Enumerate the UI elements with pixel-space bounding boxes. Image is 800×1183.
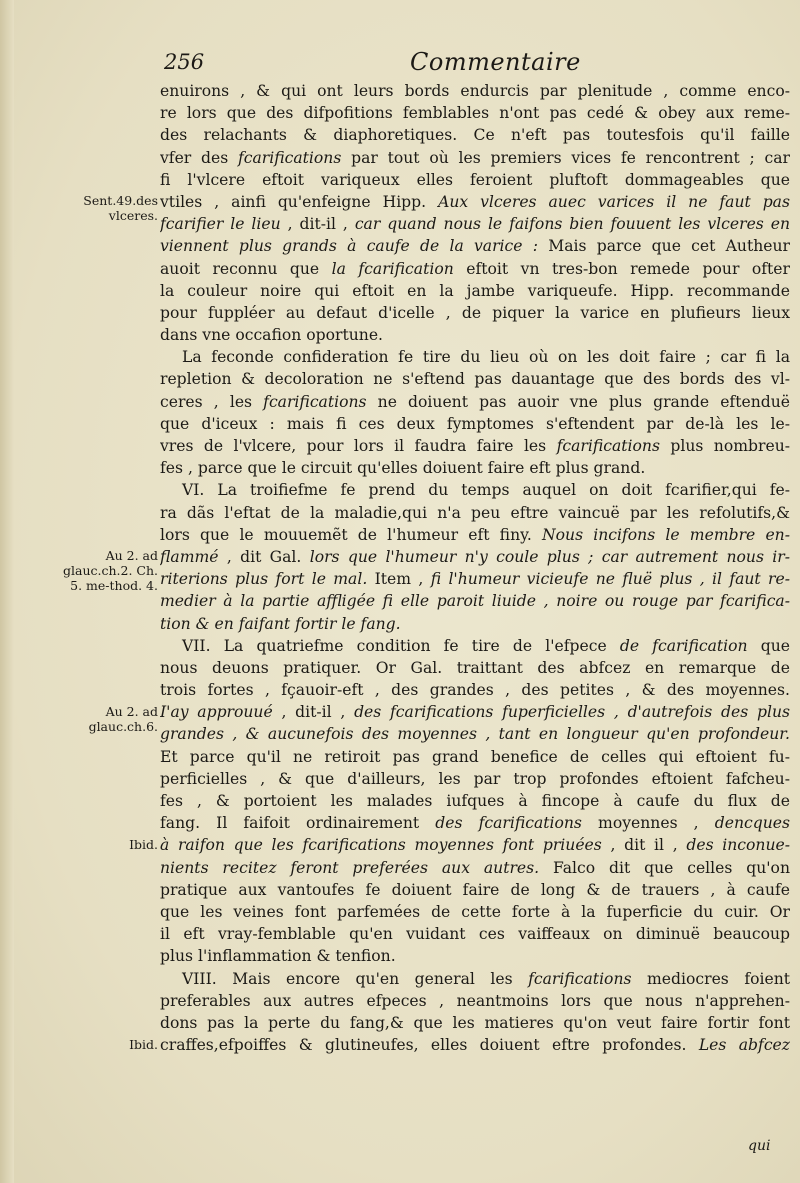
text-segment: fes , parce que le circuit qu'elles doiuent faire eft plus grand.: [160, 459, 646, 478]
text-segment: vres de l'vlcere, pour lors il faudra faire les: [160, 437, 557, 455]
italic-text: fcarifier le lieu: [160, 215, 281, 234]
text-segment: craffes,efpoiffes & glutineufes, elles doiuent eftre profondes.: [160, 1036, 699, 1055]
text-line: [160, 413, 790, 435]
text-line: [160, 368, 790, 390]
text-segment: ra dãs l'eftat de la maladie,qui n'a peu eftre vaincuë par les refolutifs,&: [160, 503, 790, 522]
text-line: [160, 213, 790, 235]
text-line: [160, 1012, 790, 1034]
italic-text: fi l'humeur vicieufe ne fluë plus , il faut re-: [430, 570, 790, 589]
text-line: [160, 235, 790, 257]
text-line: [160, 945, 790, 967]
text-segment: preferables aux autres efpeces , neantmoins lors que nous n'apprehen-: [160, 991, 790, 1010]
text-line: [160, 635, 790, 657]
text-line: [160, 280, 790, 302]
text-segment: que: [747, 636, 790, 655]
text-segment: fi l'vlcere eftoit variqueux elles feroient pluftoft dommageables que: [160, 170, 790, 189]
text-segment: pratique aux vantoufes fe doiuent faire de long & de trauers , à caufe: [160, 880, 790, 899]
text-segment: pour fuppléer au defaut d'icelle , de piquer la varice en plufieurs lieux: [160, 303, 790, 322]
text-line: [160, 80, 790, 102]
italic-text: nients recitez feront preferées aux autres.: [160, 858, 540, 877]
italic-text: Aux vlceres auec varices il ne faut pas: [438, 192, 790, 211]
text-line: [160, 701, 790, 723]
text-line: [160, 990, 790, 1012]
text-segment: vfer des: [160, 148, 238, 167]
italic-text: I'ay approuué: [160, 703, 273, 722]
text-line: [160, 147, 790, 169]
italic-text: à raifon que les fcarifications moyennes font priuées: [160, 836, 602, 855]
margin-note: Sent.49.des vlceres.: [83, 193, 158, 223]
italic-text: des fcarifications fuperficielles , d'autrefois des plus: [354, 703, 790, 722]
text-segment: que les veines font parfemées de cette forte à la fuperficie du cuir. Or: [160, 902, 790, 921]
page-number: 256: [164, 50, 205, 74]
text-line: [160, 901, 790, 923]
italic-text: viennent plus grands à caufe de la varice :: [160, 237, 538, 256]
text-line: [160, 590, 790, 612]
text-segment: , dit-il ,: [280, 215, 355, 234]
margin-note: Au 2. ad glauc.ch.6.: [88, 703, 158, 734]
italic-text: de fcarification: [619, 636, 748, 655]
italic-text: lors que l'humeur n'y coule plus ; car autrement nous ir-: [309, 547, 790, 566]
text-line: [160, 479, 790, 501]
text-line: [160, 324, 790, 346]
text-segment: , dit-il ,: [272, 703, 355, 722]
text-segment: plus l'inflammation & tenfion.: [160, 947, 396, 966]
margin-note: Au 2. ad glauc.ch.2. Ch. 5. me-thod. 4.: [63, 548, 158, 594]
text-segment: trois fortes , fçauoir-eft , des grandes , des petites , & des moyennes.: [160, 681, 790, 700]
text-segment: par tout où les premiers vices fe rencontrent ; car: [341, 148, 790, 167]
text-line: [160, 746, 790, 768]
text-segment: que d'iceux : mais fi ces deux fymptomes s'eftendent par de-là les le-: [160, 414, 790, 433]
text-segment: dans vne occafion oportune.: [160, 326, 384, 345]
text-segment: VI. La troifiefme fe prend du temps auquel on doit fcarifier,qui fe-: [182, 481, 790, 500]
text-line: [160, 546, 790, 568]
text-segment: auoit reconnu que: [160, 259, 332, 278]
text-line: [160, 502, 790, 524]
italic-text: fcarifications: [237, 148, 342, 167]
text-segment: VII. La quatriefme condition fe tire de l'efpece: [182, 636, 620, 655]
text-segment: des relachants & diaphoretiques. Ce n'eft pas toutesfois qu'il faille: [160, 126, 790, 145]
text-line: [160, 524, 790, 546]
text-line: [160, 391, 790, 413]
text-segment: repletion & decoloration ne s'eftend pas dauantage que des bords des vl-: [160, 370, 790, 389]
text-segment: perficielles , & que d'ailleurs, les par trop profondes eftoient fafcheu-: [160, 769, 790, 788]
text-segment: il eft vray-femblable qu'en vuidant ces vaiffeaux on diminuë beaucoup: [160, 925, 790, 944]
italic-text: fcarifications: [528, 969, 632, 988]
text-segment: lors que le mouuemẽt de l'humeur eft finy.: [160, 525, 543, 544]
text-line: [160, 723, 790, 745]
italic-text: Nous incifons le membre en-: [542, 525, 790, 544]
text-line: [160, 568, 790, 590]
italic-text: tion & en faifant fortir le fang.: [160, 614, 401, 633]
text-segment: Et parce qu'il ne retiroit pas grand benefice de celles qui eftoient fu-: [160, 747, 790, 766]
margin-note: Ibid.: [129, 1036, 158, 1052]
italic-text: medier à la partie affligée fi elle paroit liuide , noire ou rouge par fcarifica-: [160, 592, 790, 611]
italic-text: riterions plus fort le mal.: [160, 570, 368, 589]
text-line: [160, 812, 790, 834]
italic-text: dencques: [714, 814, 790, 833]
italic-text: la fcarification: [331, 259, 454, 278]
text-line: [160, 834, 790, 856]
italic-text: car quand nous le faifons bien fouuent les vlceres en: [354, 215, 790, 234]
text-line: [160, 1034, 790, 1056]
text-line: [160, 657, 790, 679]
text-line: [160, 102, 790, 124]
text-segment: moyennes ,: [581, 814, 715, 833]
text-line: [160, 768, 790, 790]
text-line: [160, 923, 790, 945]
text-segment: plus nombreu-: [659, 437, 790, 455]
text-segment: dons pas la perte du fang,& que les matieres qu'on veut faire fortir font: [160, 1013, 790, 1032]
text-line: [160, 302, 790, 324]
text-line: [160, 790, 790, 812]
italic-text: flammé: [160, 547, 219, 566]
text-segment: nous deuons pratiquer. Or Gal. traittant des abfcez en remarque de: [160, 658, 790, 677]
text-line: [160, 346, 790, 368]
text-segment: , dit Gal.: [218, 547, 310, 566]
text-line: [160, 857, 790, 879]
text-line: [160, 191, 790, 213]
text-segment: vtiles , ainfi qu'enfeigne Hipp.: [160, 192, 439, 211]
text-line: [160, 169, 790, 191]
text-segment: , dit il ,: [601, 836, 687, 855]
italic-text: fcarifications: [263, 392, 367, 411]
italic-text: grandes , & aucunefois des moyennes , tant en longueur qu'en profondeur.: [160, 725, 790, 744]
text-line: [160, 435, 790, 457]
text-segment: fang. Il faifoit ordinairement: [160, 814, 436, 833]
text-segment: La feconde confideration fe tire du lieu où on les doit faire ; car fi la: [182, 348, 790, 367]
running-title: Commentaire: [410, 48, 581, 76]
text-line: [160, 124, 790, 146]
text-segment: Mais parce que cet Autheur: [538, 237, 790, 256]
page-gutter-shadow: [0, 0, 14, 1183]
catchword: qui: [748, 1138, 771, 1154]
text-segment: ceres , les: [160, 392, 264, 411]
page-header: [160, 50, 780, 80]
text-segment: ne doiuent pas auoir vne plus grande eftenduë: [366, 392, 790, 411]
text-segment: re lors que des difpofitions femblables n'ont pas cedé & obey aux reme-: [160, 104, 790, 123]
text-segment: eftoit vn tres-bon remede pour ofter: [453, 259, 790, 278]
italic-text: Les abfcez: [698, 1036, 790, 1055]
text-line: [160, 258, 790, 280]
body-text: [160, 80, 790, 1056]
text-segment: Item ,: [367, 570, 431, 589]
margin-note: Ibid.: [129, 836, 158, 852]
text-segment: enuirons , & qui ont leurs bords endurcis par plenitude , comme enco-: [160, 82, 790, 100]
italic-text: des inconue-: [686, 836, 790, 855]
text-segment: Falco dit que celles qu'on: [539, 858, 790, 877]
italic-text: fcarifications: [556, 437, 660, 455]
text-segment: fes , & portoient les malades iufques à fincope à caufe du flux de: [160, 792, 790, 810]
text-line: [160, 613, 790, 635]
italic-text: des fcarifications: [435, 814, 582, 833]
text-segment: mediocres foient: [631, 969, 790, 988]
text-segment: VIII. Mais encore qu'en general les: [182, 969, 529, 988]
text-line: [160, 679, 790, 701]
text-line: [160, 879, 790, 901]
text-line: [160, 457, 790, 479]
text-segment: la couleur noire qui eftoit en la jambe variqueufe. Hipp. recommande: [160, 281, 790, 300]
text-line: [160, 968, 790, 990]
